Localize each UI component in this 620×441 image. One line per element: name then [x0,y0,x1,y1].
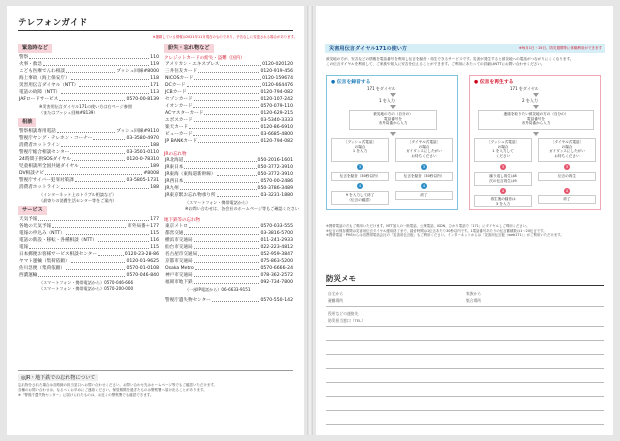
entry-number: 0120-23-28-86 [124,252,159,257]
play-step-repeat: 繰り返し再生は8 次の伝言再生は9 [474,172,532,186]
entry-number: 03-3816-5700 [260,231,293,236]
directory-row [19,143,159,149]
dot-leader [29,55,149,59]
play-step-number: 連絡を取りたい被災地の方の（自分の） 電話番号を 市外局番から入力 [478,110,594,130]
arrow-icon [390,105,396,109]
section-header: 紛失・忘れ物など [164,44,214,53]
directory-row [19,245,159,251]
directory-row [19,252,159,258]
entry-number: 03-3501-0110 [126,150,159,155]
directory-row [19,178,159,184]
entry-number: 092-734-7800 [260,280,293,285]
entry-name: 警視庁遺失物センター [165,298,211,303]
directory-row [165,245,293,251]
entry-number: 113 [150,90,159,95]
section-header: 緊急時など [18,44,52,53]
entry-number: 03-3231-1880 [260,193,293,198]
entry-name: 西濃運輸 [19,273,38,278]
book-spine [307,6,313,435]
memo-line [326,382,604,383]
entry-name: 神戸市交通局 [165,273,193,278]
step-dot-icon: 4 [565,188,569,193]
entry-number: 177 [150,217,159,222]
play-title: ● 伝言を再生する [474,80,514,85]
dot-leader [198,252,259,256]
dot-leader [194,273,260,277]
dot-leader [194,280,260,284]
red-note: ※掲載している情報は2021年11月現在のものであり、予告なしに変更される場合があります。 [152,35,297,39]
play-step-end: 終了 [538,195,596,204]
entry-number: 03-5340-3333 [260,118,293,123]
section-header: サービス [18,206,47,215]
entry-name: 消費者ホットライン [19,143,61,148]
record-step-message-a: 伝言を録音（30秒以内） [331,172,389,181]
directory-row [19,69,159,75]
dot-leader [194,118,260,122]
memo-line [326,396,604,397]
arrow-icon [390,93,396,97]
record-panel [326,75,458,210]
entry-number: 0120-919-456 [260,69,293,74]
dot-leader [75,178,126,182]
entry-note: （最寄りの消費生活センター等をご案内） [39,198,117,203]
dot-leader [194,245,260,249]
dot-leader [193,132,259,136]
directory-row [165,69,293,75]
dot-leader [38,273,125,277]
record-step-end-b: 終了 [395,191,453,200]
entry-number: 171 [150,83,159,88]
entry-name: 楽天カード [165,125,188,130]
directory-row [19,185,159,191]
dot-leader [189,224,259,228]
step-dot-icon: 4 [358,183,362,188]
entry-name: 警察相談専用電話 [19,129,56,134]
directory-row [19,76,159,82]
entry-number: 050-3786-3489 [257,186,293,191]
entry-name: 佐川急便（集荷依頼） [19,266,65,271]
directory-row [165,139,293,145]
entry-number: 0120-107-242 [260,97,293,102]
play-step-playback: 伝言の再生 [538,172,596,181]
record-step-number: 被災地の方の（自分の） 電話番号を 市外局番から入力 [349,110,437,130]
entry-name: イオンカード [165,104,193,109]
dot-leader [184,231,259,235]
page-title: テレフォンガイド [18,18,88,28]
directory-row [165,186,293,192]
directory-row [19,238,159,244]
record-step-dial: 171 をダイヤル [367,86,396,91]
entry-number: 075-863-5200 [260,259,293,264]
directory-row [165,259,293,265]
directory-row [165,97,293,103]
directory-row [165,158,293,164]
dial171-notes: ※携帯電話の方もご利用いただけます。NTT加入の一般電話、公衆電話、ISDN、ひかり電話で「171」にダイヤルしご利用ください。 ※伝言の保存期間は災害用伝言ダイヤル運用終了まで、録音時間は1伝言あたり30秒以内です。1電話番号あたりの伝言蓄積数は1〜20伝言です。 ※携帯電話・PHSからは各携帯電話会社の「災害用伝言板」もご利用ください。インターネットからは「災害用伝言板（web171）」がご利用いただけます。 [326,224,564,238]
directory-row [19,62,159,68]
entry-number: 市外局番＋177 [127,224,159,229]
dial171-intro: 被災地の方が、安否などの情報を電話番号を利用し伝言を録音・再生できるサービスです。災害が発生すると被災地への電話がつながりにくくなります。 この伝言ダイヤルを利用して、ご家族や知人に安否を伝えることができます。ご利用にあたっての詳細はNTTにお問い合わせください。 [326,57,574,66]
directory-row [165,76,293,82]
info-text: 忘れ物をされた場合は各路線の担当窓口へお問い合わせください。お問い合わせ先はホームページ等でもご確認いただけます。 各種のお問い合わせは、なるべくお早めにご連絡ください。保管期間を過ぎたものは警察署へ届け出ることがあります。 ※「警視庁遺失物センター」に届けられたものは、お近くの警察署でも確認できます。 [18,383,218,397]
entry-name: NICOSカード [165,76,194,81]
entry-name: 京都市交通局 [165,259,193,264]
play-step-after: 再生後の録音は 3 を入力 [474,195,532,207]
entry-name: 電話の新設・移転・各種相談（NTT） [19,238,97,243]
memo-rule [326,285,604,286]
arrow-icon [533,93,539,97]
entry-number: 050-2016-1601 [257,158,293,163]
entry-name: エポスカード [165,118,193,123]
lost-item-info [18,370,293,430]
entry-name: 名古屋市交通局 [165,252,198,257]
step-dot-icon: 4 [501,188,505,193]
dot-leader [194,238,260,242]
entry-name: 24時間子供SOSダイヤル [19,157,71,162]
dial171-title: 災害用伝言ダイヤル171の使い方 [329,46,408,52]
entry-number: 0570-079-110 [260,104,293,109]
entry-name: Osaka Metro [165,266,194,271]
dot-leader [38,217,149,221]
dot-leader [187,83,262,87]
entry-number: 0120-794-082 [260,90,293,95]
dot-leader [204,111,259,115]
subsection-header: クレジットカードの紛失・盗難（国内） [164,56,245,61]
step-dot-icon: 3 [501,164,505,169]
entry-name: 横浜市交通局 [165,238,193,243]
entry-number: 118 [150,76,159,81]
directory-row [19,129,159,135]
entry-name: DV相談ナビ [19,171,44,176]
directory-row [19,171,159,177]
dot-leader [57,129,116,133]
directory-row [19,266,159,272]
entry-name: 電報 [19,245,29,250]
dot-leader [93,136,125,140]
entry-number: 0570-033-555 [260,224,293,229]
entry-number: 188 [150,143,159,148]
directory-row [165,193,293,199]
play-step-dialtype: ［ダイヤル式電話］ の場合 ガイダンスにしたがい お待ちください [538,138,596,162]
step-dot-icon: 4 [422,183,426,188]
entry-number: 188 [150,185,159,190]
entry-number: 03-6685-4800 [260,132,293,137]
info-title: ◎JR・地下鉄での忘れ物について [18,374,98,381]
memo-label-meeting: 集合場所 [466,298,482,303]
entry-number: プッシュ回線#9110 [116,129,159,134]
memo-line [326,368,604,369]
dot-leader [71,76,150,80]
entry-note: （スマートフォン・携帯電話から）0570-046-666 [39,280,134,285]
directory-row [19,217,159,223]
entry-name: 三井住友カード [165,69,198,74]
dot-leader [98,252,124,256]
dot-leader [194,259,260,263]
entry-name: 日本郵便お客様サービス相談センター [19,252,97,257]
entry-name: セゾンカード [165,97,193,102]
entry-name: 都営交通 [165,231,184,236]
directory-row [19,273,159,279]
subsection-header: JRの忘れ物 [164,152,187,157]
dot-leader [220,62,261,66]
memo-line [326,340,604,341]
entry-number: #8008 [143,171,159,176]
dot-leader [66,69,115,73]
dot-leader [61,143,149,147]
memo-line [326,306,604,307]
entry-number: 110 [150,55,159,60]
dot-leader [212,298,260,302]
entry-number: 0120-159674 [262,76,293,81]
entry-number: 0120-01-9625 [126,259,159,264]
entry-number: 119 [150,62,159,67]
arrow-icon [533,132,539,136]
directory-row [165,273,293,279]
dot-leader [98,238,149,242]
step-dot-icon: 3 [565,164,569,169]
directory-row [165,104,293,110]
memo-label-disaster-tel: 防災担当窓口（TEL） [328,318,366,323]
record-step-message-b: 伝言を録音（30秒以内） [395,172,453,181]
dot-leader [72,157,126,161]
entry-name: ビューカード [165,132,193,137]
directory-row [19,259,159,265]
entry-name: 警視庁ヤング・テレホン・コーナー [19,136,93,141]
right-page [316,6,613,435]
memo-line [326,424,604,425]
entry-number: 078-362-2572 [260,273,293,278]
subsection-header: 地下鉄等の忘れ物 [164,218,200,223]
dot-leader [61,185,149,189]
entry-name: 東京メトロ [165,224,188,229]
entry-number: 0120-020120 [262,62,293,67]
dot-leader [184,179,259,183]
entry-number: 03-3580-4970 [126,136,159,141]
entry-name: 災害用伝言ダイヤル（NTT） [19,83,79,88]
directory-row [165,238,293,244]
memo-line [326,410,604,411]
dot-leader [184,158,256,162]
entry-number: 116 [150,238,159,243]
memo-line [326,354,604,355]
entry-name: 電報の申込み（NTT） [19,231,65,236]
dot-leader [61,90,149,94]
entry-number: 0570-01-0108 [126,266,159,271]
entry-note: （スマートフォン・携帯電話から）0570-200-000 [39,286,134,291]
dot-leader [194,76,261,80]
entry-note: （またはプッシュ回線#8139） [39,110,98,115]
dot-leader [59,97,125,101]
dot-leader [195,266,260,270]
entry-note: （インターネット上のトラブル相談など） [39,192,117,197]
directory-row [165,90,293,96]
record-step-push: ［プッシュ式電話］ の場合 1 を入力 [331,138,389,162]
entry-name: 警視庁総合相談センター [19,150,70,155]
dot-leader [180,186,257,190]
directory-row [165,298,293,304]
entry-number: 189 [150,164,159,169]
directory-row [19,224,159,230]
dial171-note: ※毎月1日・15日、防災週間等に体験利用ができます [518,46,602,50]
dot-leader [217,172,257,176]
entry-name: 仙台市交通局 [165,245,193,250]
entry-name: ヤマト運輸（集荷依頼） [19,259,70,264]
entry-name: 電話の故障（NTT） [19,90,61,95]
directory-row [165,252,293,258]
directory-row [19,150,159,156]
step-dot-icon: 3 [358,164,362,169]
dot-leader [80,164,150,168]
dot-leader [193,104,259,108]
entry-number: 03-5805-1731 [126,178,159,183]
dot-leader [70,150,125,154]
entry-note: （スマートフォン・携帯電話から） [185,200,251,205]
section-header: 相談 [18,118,36,127]
directory-row [165,62,293,68]
entry-number: 0570-00-2486 [260,179,293,184]
directory-row [19,231,159,237]
entry-number: 0570-6666-24 [260,266,293,271]
entry-name: JR東京駅お忘れ物承り所 [165,193,216,198]
arrow-icon [533,105,539,109]
memo-label-family: 家族から [466,291,482,296]
directory-row [165,132,293,138]
entry-name: ACマスターカード [165,111,204,116]
directory-row [165,125,293,131]
directory-row [165,118,293,124]
dot-leader [43,62,149,66]
entry-name: JR西日本 [165,179,184,184]
entry-number: 0570-046-840 [126,273,159,278]
dot-leader [189,125,259,129]
directory-row [19,157,159,163]
directory-row [19,55,159,61]
entry-name: 天気予報 [19,217,38,222]
directory-row [165,165,293,171]
memo-label-evacuation: 避難場所 [328,298,344,303]
entry-name: JR東海（東海道新幹線） [165,172,216,177]
entry-name: 消費者ホットライン [19,185,61,190]
entry-note: ※お問い合わせは、各会社のホームページ等もご確認ください [185,206,299,211]
entry-name: 児童相談所全国共通ダイヤル [19,164,79,169]
entry-number: 050-3772-3910 [257,172,293,177]
record-step-dialtype: ［ダイヤル式電話］ の場合 ガイダンスにしたがい お待ちください [395,138,453,162]
entry-name: 各地の天気予報 [19,224,52,229]
memo-label-office: 役所などの連絡先 [328,311,359,316]
dial171-header [325,44,605,53]
directory-row [19,97,159,103]
entry-number: 050-3772-3910 [257,165,293,170]
entry-name: こども医療でんわ相談 [19,69,65,74]
entry-name: 火事・救急 [19,62,42,67]
record-step-one: 1 を入力 [379,98,395,103]
title-rule [18,30,293,31]
entry-number: 0120-86-6910 [260,125,293,130]
dot-leader [66,231,150,235]
entry-number: プッシュ回線#8000 [116,69,159,74]
entry-name: DCカード [165,83,186,88]
dot-leader [198,69,259,73]
directory-row [165,266,293,272]
memo-label-home: 自宅から [328,291,344,296]
entry-number: 0570-550-142 [260,298,293,303]
step-dot-icon: 3 [422,164,426,169]
entry-name: JR九州 [165,186,179,191]
entry-name: 警視庁サイバー犯罪対策課 [19,178,74,183]
entry-number: 0120-0-78310 [126,157,159,162]
dot-leader [29,245,149,249]
entry-number: 022-223-4812 [260,245,293,250]
entry-name: JCBカード [165,90,187,95]
directory-row [165,172,293,178]
memo-title: 防災メモ [326,274,356,283]
dot-leader [71,259,126,263]
directory-row [19,136,159,142]
entry-name: 海上事故（海上保安庁） [19,76,70,81]
entry-name: 福岡市地下鉄 [165,280,193,285]
directory-row [165,179,293,185]
directory-row [19,90,159,96]
entry-number: 0120-629-215 [260,111,293,116]
entry-number: 0120-664476 [262,83,293,88]
play-panel [469,75,601,210]
entry-name: 警察 [19,55,29,60]
dot-leader [52,224,126,228]
entry-name: アメリカン・エキスプレス [165,62,220,67]
entry-name: JAFロードサービス [19,97,59,102]
dot-leader [198,139,259,143]
record-step-end-a: 9 を入力して終了 （伝言の確認） [331,191,389,205]
entry-name: JR北海道 [165,158,184,163]
directory-row [19,83,159,89]
arrow-icon [390,132,396,136]
record-title: ● 伝言を録音する [331,80,371,85]
play-step-push: ［プッシュ式電話］ の場合 1 を入力して ください [474,138,532,162]
directory-row [165,224,293,230]
directory-row [165,83,293,89]
left-page [7,6,304,435]
entry-name: JP BANKカード [165,139,198,144]
entry-number: 0570-00-8139 [126,97,159,102]
directory-row [165,231,293,237]
dot-leader [184,165,256,169]
memo-line [326,326,604,327]
directory-row [165,111,293,117]
entry-name: JR東日本 [165,165,184,170]
dot-leader [66,266,126,270]
directory-row [19,164,159,170]
entry-number: 115 [150,231,159,236]
entry-note: ※災害用伝言ダイヤル171の使い方は右ページ参照 [39,104,132,109]
dot-leader [188,90,260,94]
entry-note: （一部IP電話から）06-6633-9151 [185,287,251,292]
dot-leader [217,193,260,197]
entry-number: 115 [150,245,159,250]
dot-leader [45,171,142,175]
play-step-dial: 171 をダイヤル [510,86,539,91]
play-step-two: 2 を入力 [522,98,538,103]
directory-row [165,280,293,286]
dot-leader [194,97,260,101]
entry-number: 052-959-3847 [260,252,293,257]
dot-leader [79,83,149,87]
entry-number: 011-241-2933 [260,238,293,243]
entry-number: 0120-794-082 [260,139,293,144]
